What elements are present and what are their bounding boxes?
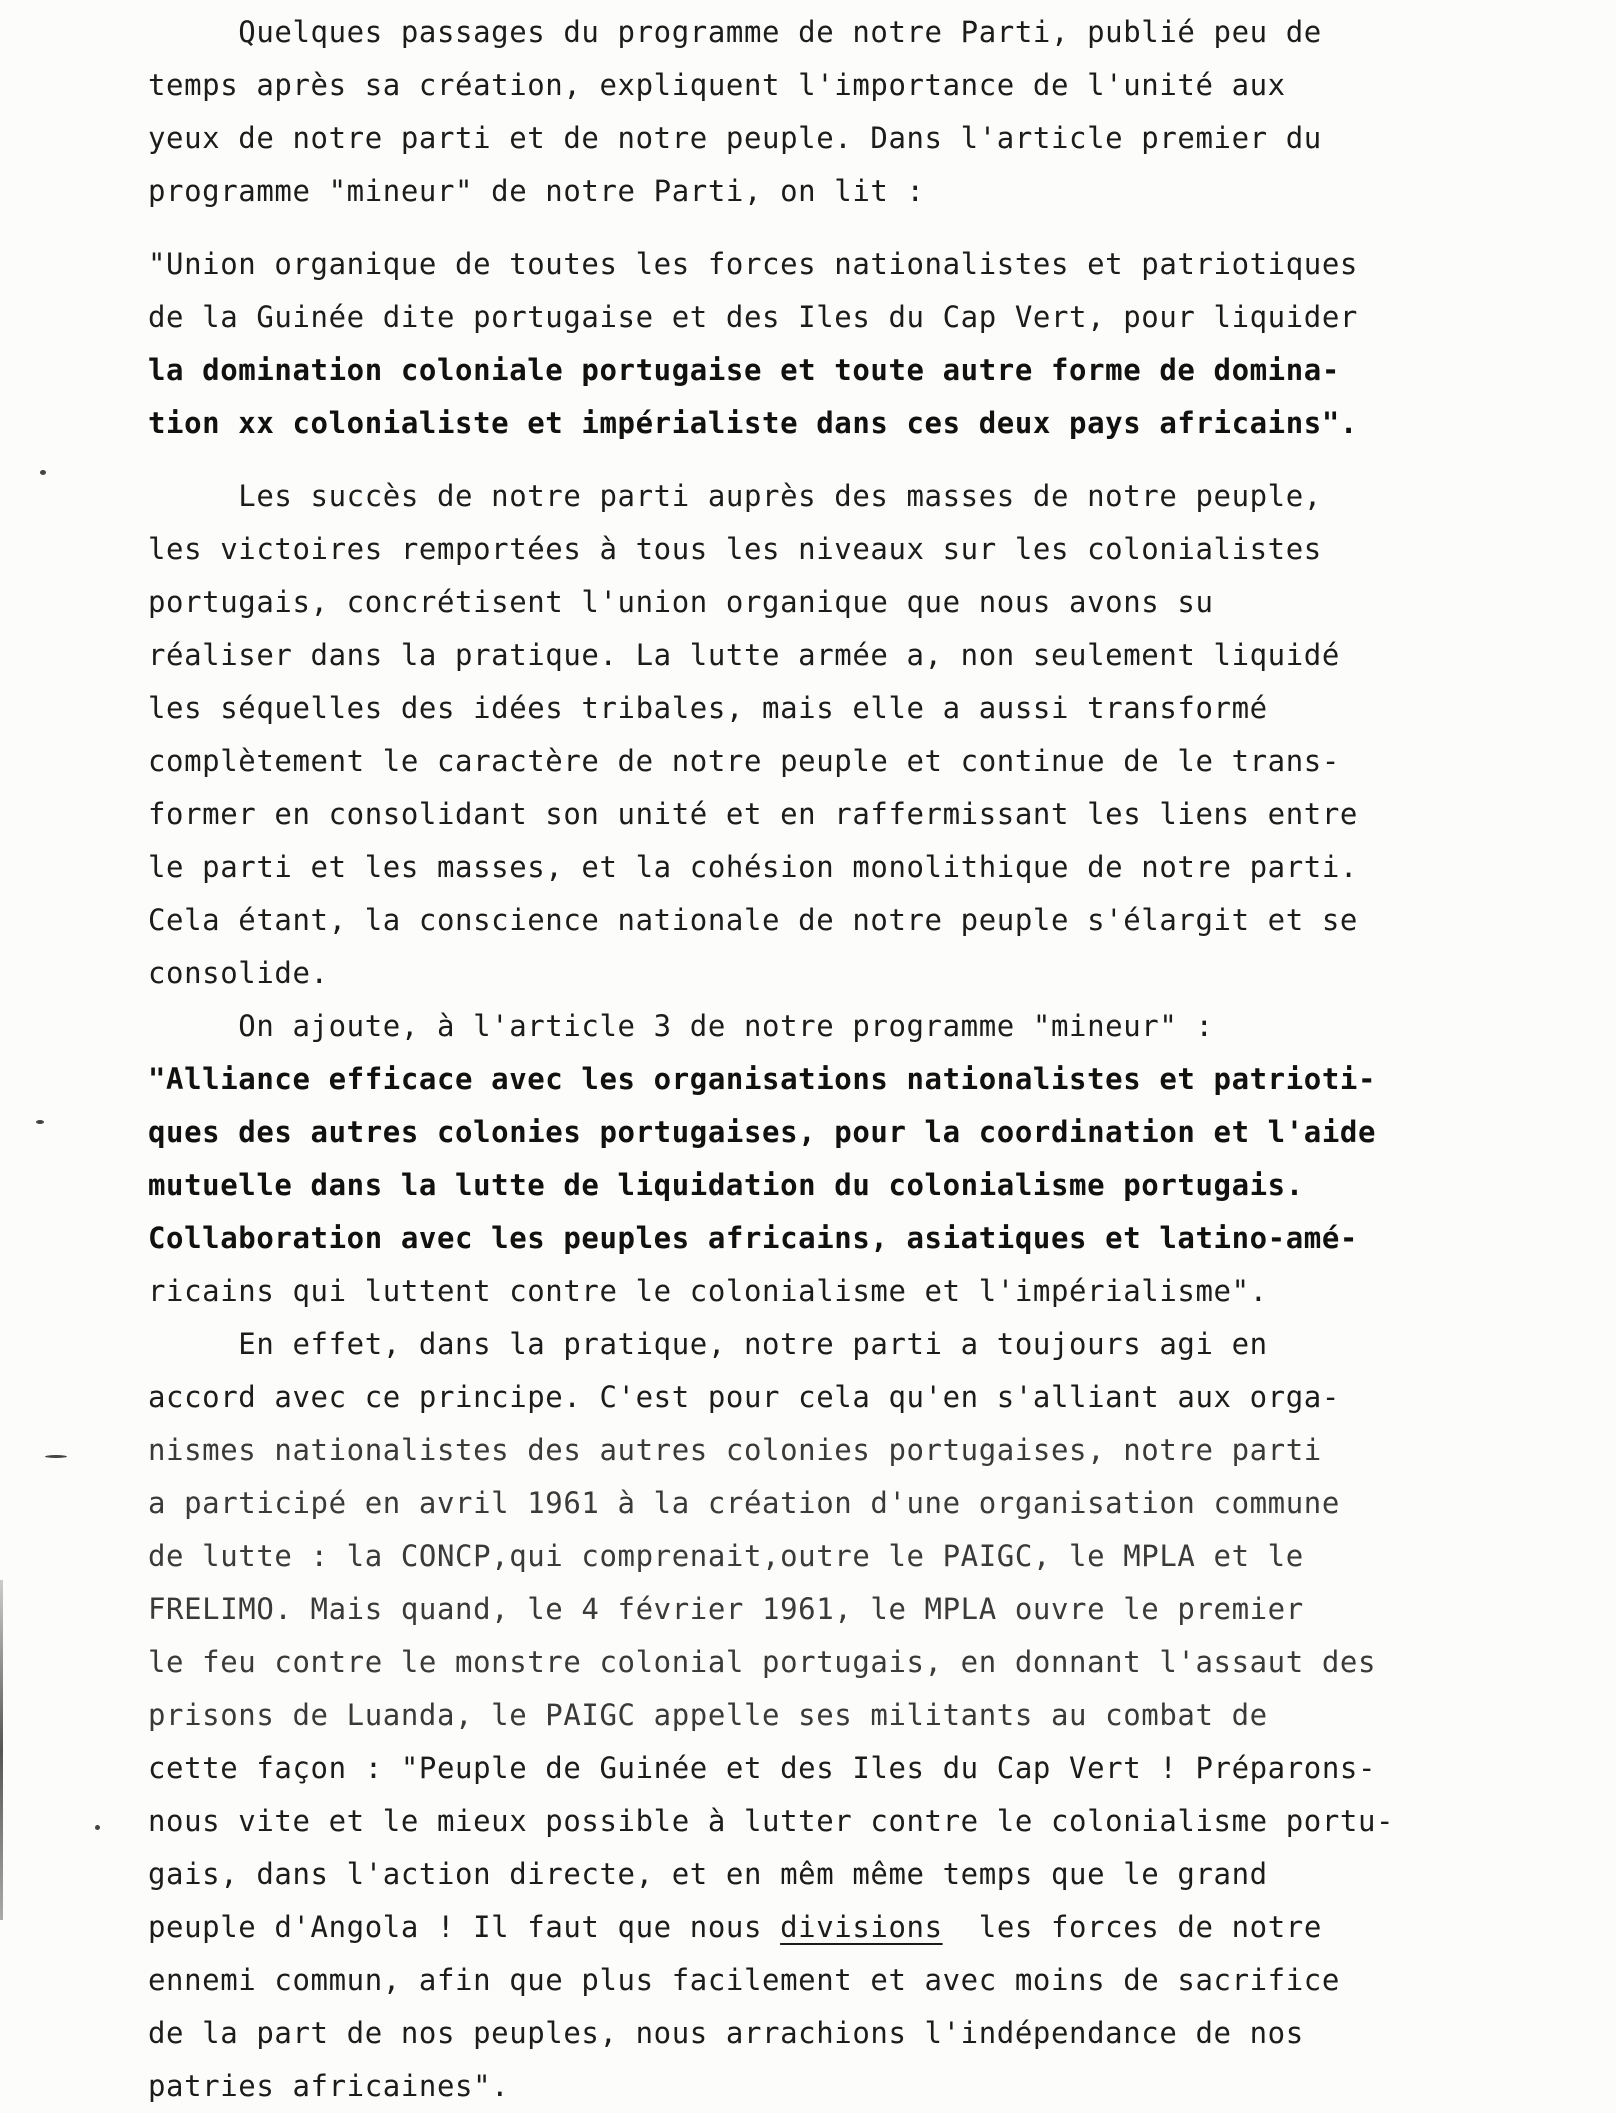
quote-line: de la Guinée dite portugaise et des Iles du Cap Vert, pour liquider bbox=[148, 300, 1358, 334]
text-line: En effet, dans la pratique, notre parti a toujours agi en bbox=[148, 1327, 1268, 1361]
text-line: yeux de notre parti et de notre peuple. Dans l'article premier du bbox=[148, 121, 1322, 155]
text-line: gais, dans l'action directe, et en mêm même temps que le grand bbox=[148, 1857, 1268, 1891]
quote-line: Collaboration avec les peuples africains, asiatiques et latino-amé- bbox=[148, 1221, 1358, 1255]
text-line: consolide. bbox=[148, 956, 329, 990]
text-line: temps après sa création, expliquent l'importance de l'unité aux bbox=[148, 68, 1286, 102]
ink-speck bbox=[95, 1825, 100, 1830]
quote-line: "Alliance efficace avec les organisations nationalistes et patrioti- bbox=[148, 1062, 1377, 1096]
text-line: Les succès de notre parti auprès des masses de notre peuple, bbox=[148, 479, 1322, 513]
quote-line: tion xx colonialiste et impérialiste dans ces deux pays africains". bbox=[148, 406, 1358, 440]
text-line: prisons de Luanda, le PAIGC appelle ses militants au combat de bbox=[148, 1698, 1268, 1732]
text-line: a participé en avril 1961 à la création d'une organisation commune bbox=[148, 1486, 1340, 1520]
text-line: portugais, concrétisent l'union organique que nous avons su bbox=[148, 585, 1214, 619]
text-line: cette façon : "Peuple de Guinée et des Iles du Cap Vert ! Préparons- bbox=[148, 1751, 1377, 1785]
text-line: les séquelles des idées tribales, mais elle a aussi transformé bbox=[148, 691, 1268, 725]
text-segment: les forces de notre bbox=[942, 1910, 1322, 1944]
text-line: patries africaines". bbox=[148, 2069, 510, 2103]
text-line: ennemi commun, afin que plus facilement et avec moins de sacrifice bbox=[148, 1963, 1340, 1997]
text-line: Quelques passages du programme de notre Parti, publié peu de bbox=[148, 15, 1322, 49]
text-line: le feu contre le monstre colonial portugais, en donnant l'assaut des bbox=[148, 1645, 1377, 1679]
quote-line: mutuelle dans la lutte de liquidation du colonialisme portugais. bbox=[148, 1168, 1304, 1202]
quote-line: ricains qui luttent contre le colonialisme et l'impérialisme". bbox=[148, 1274, 1268, 1308]
page-edge-shadow bbox=[0, 1580, 3, 1920]
text-line: complètement le caractère de notre peuple et continue de le trans- bbox=[148, 744, 1340, 778]
ink-speck bbox=[36, 1120, 44, 1124]
text-line: On ajoute, à l'article 3 de notre programme "mineur" : bbox=[148, 1009, 1214, 1043]
text-line-underlined bbox=[148, 1901, 1548, 1954]
text-line: Cela étant, la conscience nationale de notre peuple s'élargit et se bbox=[148, 903, 1358, 937]
quote-line: ques des autres colonies portugaises, pour la coordination et l'aide bbox=[148, 1115, 1377, 1149]
document-body bbox=[148, 6, 1548, 2113]
text-line: nous vite et le mieux possible à lutter contre le colonialisme portu- bbox=[148, 1804, 1395, 1838]
text-line: de la part de nos peuples, nous arrachions l'indépendance de nos bbox=[148, 2016, 1304, 2050]
text-line: former en consolidant son unité et en raffermissant les liens entre bbox=[148, 797, 1358, 831]
text-line: nismes nationalistes des autres colonies portugaises, notre parti bbox=[148, 1433, 1322, 1467]
text-line: le parti et les masses, et la cohésion monolithique de notre parti. bbox=[148, 850, 1358, 884]
quote-line: la domination coloniale portugaise et toute autre forme de domina- bbox=[148, 353, 1340, 387]
text-segment: Il faut que nous bbox=[455, 1910, 781, 1944]
ink-speck bbox=[40, 470, 46, 475]
text-line: accord avec ce principe. C'est pour cela qu'en s'alliant aux orga- bbox=[148, 1380, 1340, 1414]
text-line: réaliser dans la pratique. La lutte armée a, non seulement liquidé bbox=[148, 638, 1340, 672]
text-line: FRELIMO. Mais quand, le 4 février 1961, le MPLA ouvre le premier bbox=[148, 1592, 1304, 1626]
text-line: de lutte : la CONCP,qui comprenait,outre le PAIGC, le MPLA et le bbox=[148, 1539, 1304, 1573]
ink-speck bbox=[45, 1455, 67, 1458]
text-line: les victoires remportées à tous les niveaux sur les colonialistes bbox=[148, 532, 1322, 566]
text-line-start: peuple d'Angola ! bbox=[148, 1910, 456, 1944]
text-line: programme "mineur" de notre Parti, on lit : bbox=[148, 174, 925, 208]
quote-line: "Union organique de toutes les forces nationalistes et patriotiques bbox=[148, 247, 1358, 281]
underlined-word: divisions bbox=[780, 1910, 943, 1944]
